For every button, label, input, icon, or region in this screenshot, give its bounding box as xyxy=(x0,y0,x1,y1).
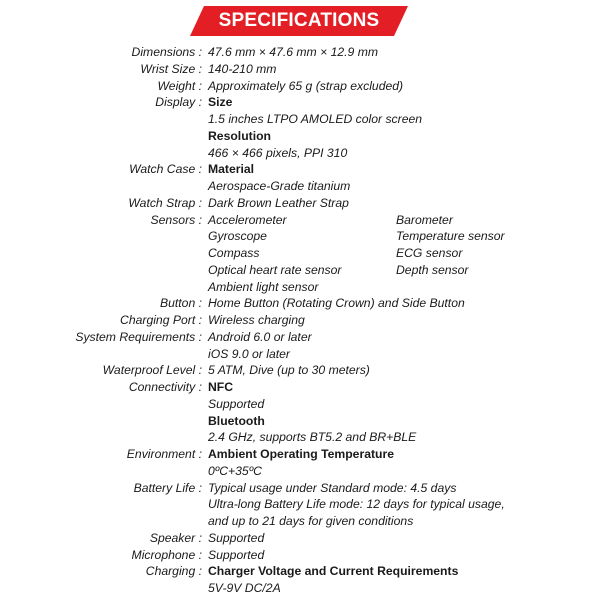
sensor-item: Ambient light sensor xyxy=(208,279,319,294)
spec-subheading: Resolution xyxy=(208,128,271,143)
spec-label: Speaker : xyxy=(149,530,202,545)
spec-label: Display : xyxy=(155,95,202,110)
spec-label: Sensors : xyxy=(150,212,202,227)
spec-value: Home Button (Rotating Crown) and Side Button xyxy=(208,296,465,311)
spec-label: System Requirements : xyxy=(75,329,202,344)
spec-value: 5 ATM, Dive (up to 30 meters) xyxy=(208,363,370,378)
spec-row-watch-case xyxy=(0,161,600,195)
sensor-item: Optical heart rate sensor xyxy=(208,262,342,277)
spec-value: Approximately 65 g (strap excluded) xyxy=(208,78,404,93)
spec-subheading: Material xyxy=(208,162,255,177)
spec-row-battery xyxy=(0,480,600,530)
spec-row-weight xyxy=(0,78,600,95)
spec-row-waterproof xyxy=(0,362,600,379)
spec-row-microphone xyxy=(0,547,600,564)
spec-row-charging-port xyxy=(0,312,600,329)
spec-row-system-requirements xyxy=(0,329,600,363)
spec-value: Typical usage under Standard mode: 4.5 days xyxy=(208,480,457,495)
spec-subheading: Size xyxy=(208,95,233,110)
spec-row-charging xyxy=(0,563,600,597)
sensor-item: ECG sensor xyxy=(396,246,463,260)
spec-value: 5V-9V DC/2A xyxy=(208,581,281,595)
spec-subheading: Charger Voltage and Current Requirements xyxy=(208,564,459,579)
spec-value: Dark Brown Leather Strap xyxy=(208,195,349,210)
spec-label: Charging Port : xyxy=(120,313,202,327)
spec-label: Microphone : xyxy=(131,547,202,562)
spec-row-display xyxy=(0,94,600,161)
spec-value: Wireless charging xyxy=(208,313,305,327)
spec-value: Ultra-long Battery Life mode: 12 days for typical usage, xyxy=(208,497,505,512)
spec-value: 140-210 mm xyxy=(208,61,277,76)
spec-label: Weight : xyxy=(157,78,202,93)
sensor-item: Compass xyxy=(208,246,260,260)
banner-title: SPECIFICATIONS xyxy=(218,10,380,31)
spec-label: Environment : xyxy=(126,447,202,461)
spec-row-sensors xyxy=(0,212,600,296)
sensor-item: Barometer xyxy=(396,212,453,227)
spec-row-watch-strap xyxy=(0,195,600,212)
spec-subheading: NFC xyxy=(208,380,234,394)
spec-label: Waterproof Level : xyxy=(102,363,202,378)
spec-value: Supported xyxy=(208,396,265,411)
spec-subheading: Ambient Operating Temperature xyxy=(208,447,395,461)
spec-row-environment xyxy=(0,446,600,480)
spec-value: 466 × 466 pixels, PPI 310 xyxy=(208,145,348,160)
spec-row-dimensions xyxy=(0,44,600,61)
spec-subheading: Bluetooth xyxy=(208,413,265,428)
spec-row-wrist-size xyxy=(0,61,600,78)
spec-label: Connectivity : xyxy=(128,380,202,394)
spec-value: Android 6.0 or later xyxy=(208,329,312,344)
spec-value: Aerospace-Grade titanium xyxy=(208,179,351,193)
spec-value: 2.4 GHz, supports BT5.2 and BR+BLE xyxy=(208,430,417,445)
spec-value: 0ºC+35ºC xyxy=(208,463,262,478)
spec-value: Supported xyxy=(208,547,265,562)
spec-list xyxy=(0,44,600,597)
spec-label: Watch Strap : xyxy=(128,195,202,210)
spec-row-button xyxy=(0,295,600,312)
sensor-grid xyxy=(208,212,600,296)
spec-row-connectivity xyxy=(0,379,600,446)
spec-label: Wrist Size : xyxy=(140,61,202,76)
spec-value: Supported xyxy=(208,530,265,545)
spec-label: Button : xyxy=(159,296,202,311)
sensor-item: Accelerometer xyxy=(208,212,287,227)
spec-label: Charging : xyxy=(145,564,202,579)
sensor-item: Gyroscope xyxy=(208,229,267,244)
spec-value: and up to 21 days for given conditions xyxy=(208,514,414,528)
spec-value: 47.6 mm × 47.6 mm × 12.9 mm xyxy=(208,45,379,59)
spec-label: Battery Life : xyxy=(133,480,202,495)
spec-label: Watch Case : xyxy=(129,162,202,177)
sensor-item: Depth sensor xyxy=(396,262,469,277)
specifications-banner xyxy=(190,6,408,36)
sensor-item: Temperature sensor xyxy=(396,229,505,244)
spec-value: 1.5 inches LTPO AMOLED color screen xyxy=(208,112,423,126)
spec-value: iOS 9.0 or later xyxy=(208,346,290,361)
spec-label: Dimensions : xyxy=(131,45,202,59)
spec-row-speaker xyxy=(0,530,600,547)
